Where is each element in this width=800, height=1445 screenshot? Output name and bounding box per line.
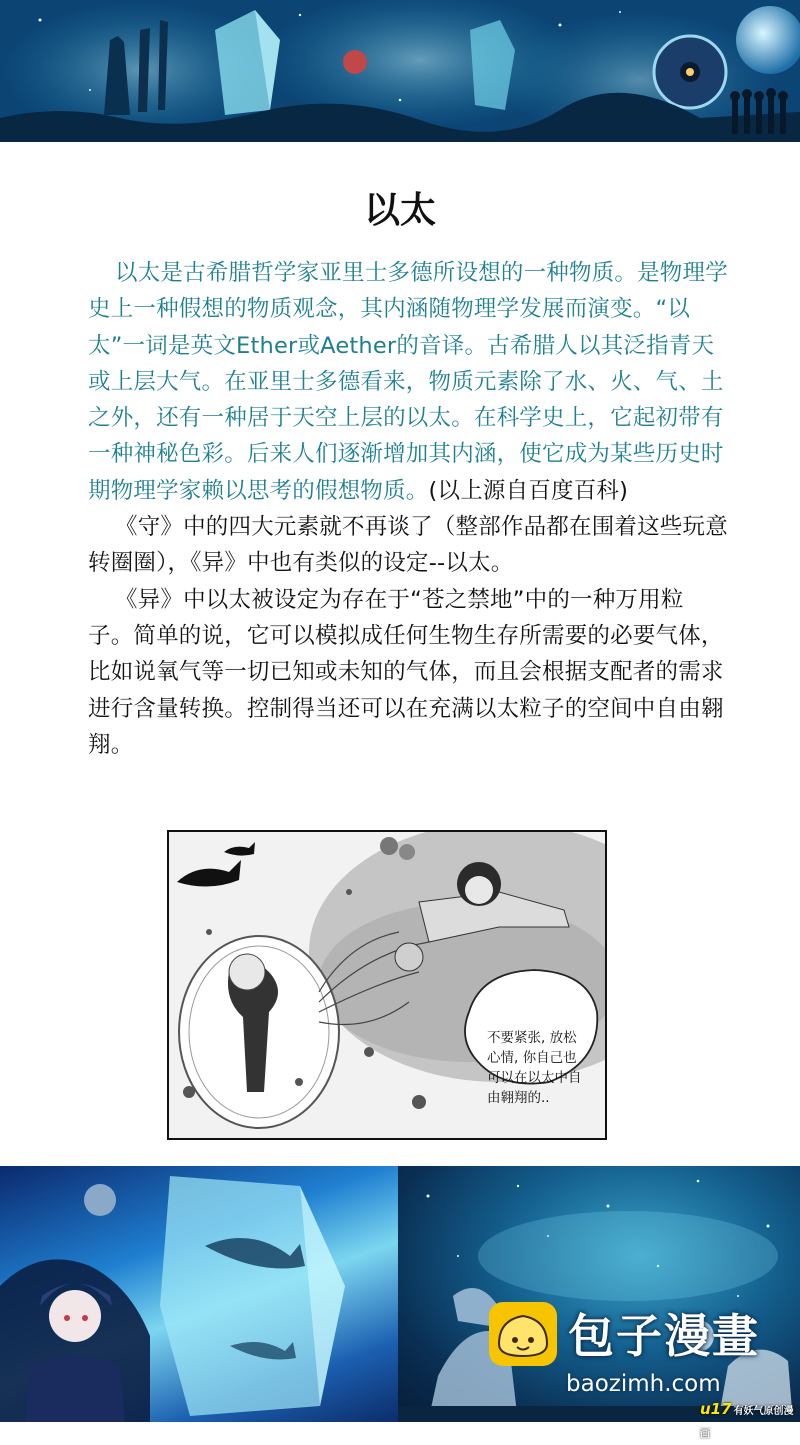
bubble-line: 不要紧张, 放松 bbox=[487, 1030, 577, 1046]
bubble-line: 心情, 你自己也 bbox=[487, 1050, 577, 1066]
watermark-url: baozimh.com bbox=[566, 1371, 721, 1397]
bubble-line: 由翱翔的.. bbox=[487, 1090, 550, 1106]
paragraph-3: 《异》中以太被设定为存在于“苍之禁地”中的一种万用粒子。简单的说，它可以模拟成任何生物生存所需要的必要气体，比如说氧气等一切已知或未知的气体，而且会根据支配者的需求进行含量转换。控制得当还可以在充满以太粒子的空间中自由翱翔。 bbox=[88, 586, 724, 758]
watermark-site-name: 包子漫畫 bbox=[568, 1309, 760, 1363]
bottom-left-artwork bbox=[0, 1166, 398, 1422]
quote-source: (以上源自百度百科) bbox=[428, 477, 629, 504]
quote-text: 以太是古希腊哲学家亚里士多德所设想的一种物质。是物理学史上一种假想的物质观念，其内涵随物理学发展而演变。“以太”一词是英文Ether或Aether的音译。古希腊人以其泛指青天或上层大气。在亚里士多德看来，物质元素除了水、火、气、土之外，还有一种居于天空上层的以太。在科学史上，它起初带有一种神秘色彩。后来人们逐渐增加其内涵，使它成为某些历史时期物理学家赖以思考的假想物质。 bbox=[88, 260, 728, 504]
article-title: 以太 bbox=[363, 190, 436, 231]
top-banner-artwork bbox=[0, 0, 800, 142]
paragraph-2: 《守》中的四大元素就不再谈了（整部作品都在围着这些玩意转圈圈），《异》中也有类似的设定--以太。 bbox=[88, 514, 728, 577]
article-body bbox=[88, 255, 728, 763]
baozi-logo-icon bbox=[487, 1300, 559, 1368]
u17-watermark bbox=[700, 1399, 800, 1440]
speech-bubble-text bbox=[487, 1028, 597, 1108]
bubble-line: 可以在以太中自 bbox=[487, 1070, 582, 1086]
u17-suffix: 有妖气原创漫画 bbox=[700, 1406, 794, 1440]
manga-panel bbox=[167, 830, 607, 1140]
quote-paragraph bbox=[88, 255, 728, 509]
top-banner bbox=[0, 0, 800, 142]
bottom-left-banner bbox=[0, 1166, 398, 1422]
u17-logo-text: u17 bbox=[700, 1400, 732, 1418]
